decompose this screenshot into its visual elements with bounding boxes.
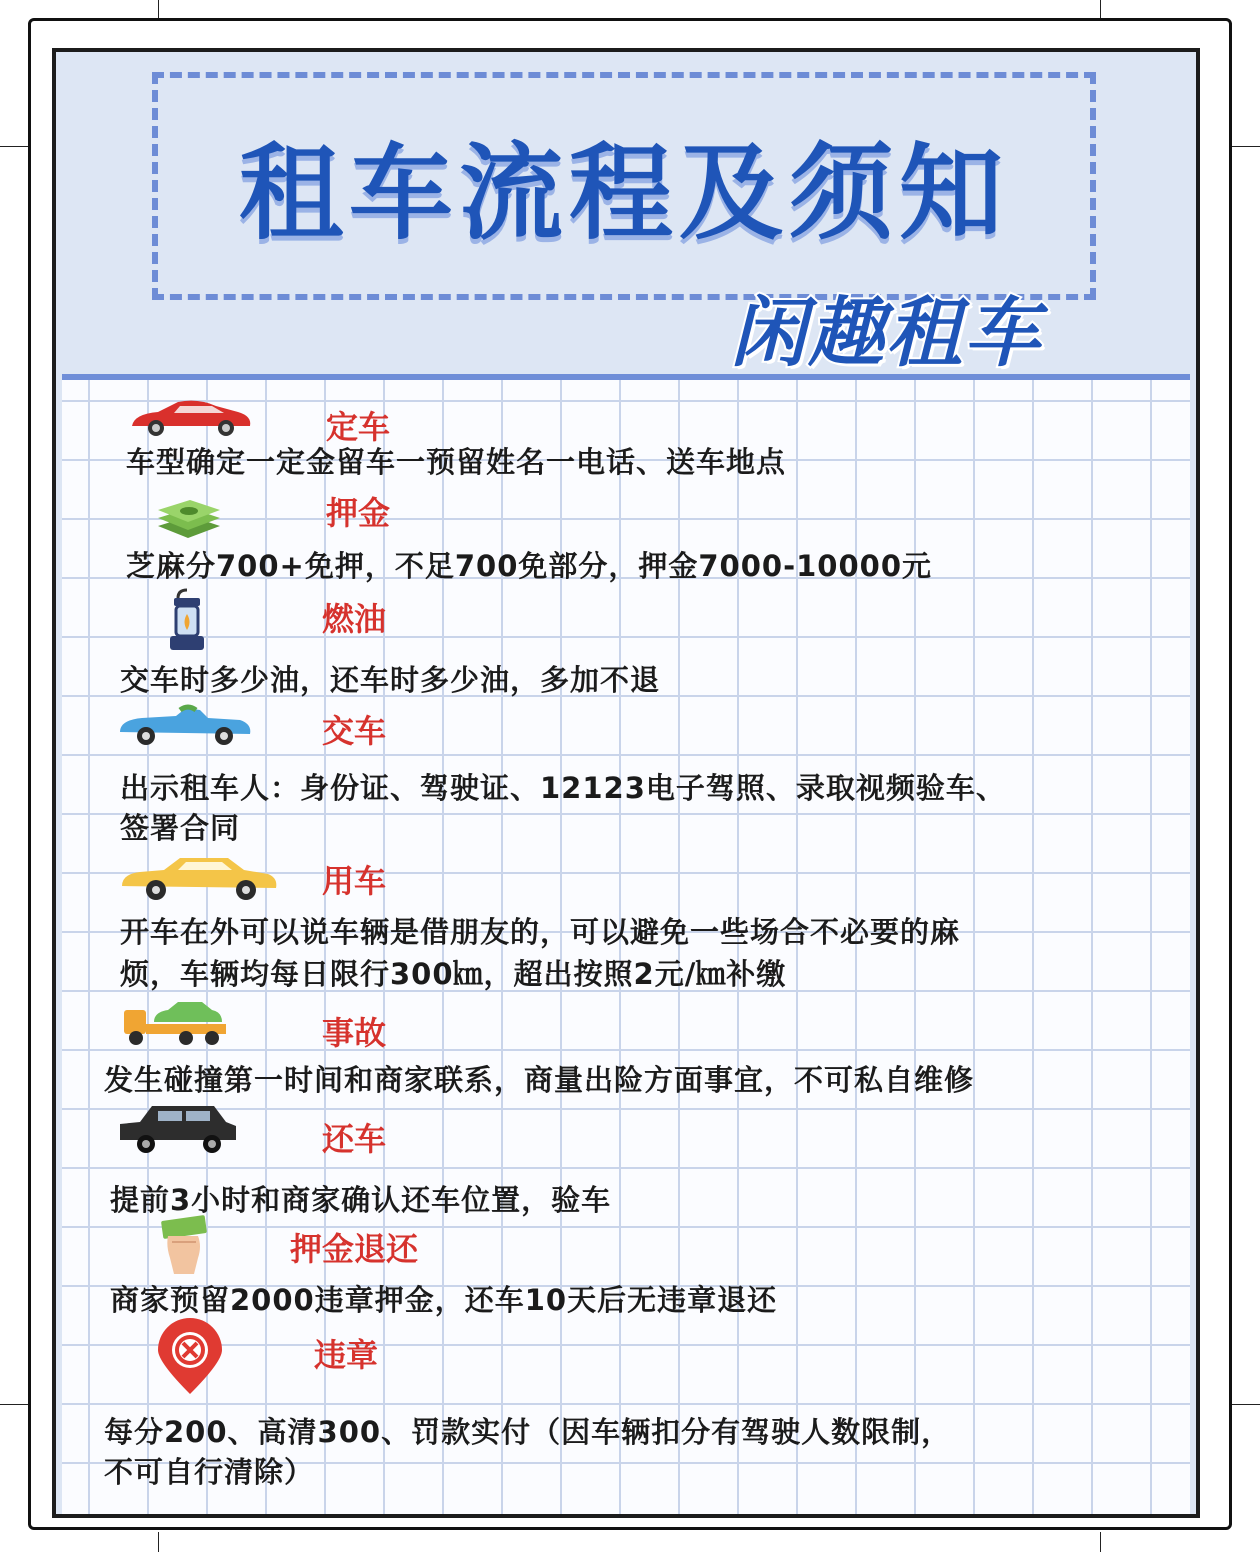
money-stack-icon: [154, 492, 224, 548]
step-title-fuel: 燃油: [322, 600, 387, 638]
step-desc-usage-line2: 烦，车辆均每日限行300㎞，超出按照2元/㎞补缴: [120, 957, 787, 991]
step-desc-accident: 发生碰撞第一时间和商家联系，商量出险方面事宜，不可私自维修: [104, 1063, 975, 1097]
step-desc-handover-line2: 签署合同: [120, 811, 241, 845]
step-desc-usage-line1: 开车在外可以说车辆是借朋友的，可以避免一些场合不必要的麻: [120, 915, 961, 949]
crop-mark: [158, 0, 159, 18]
crop-mark: [0, 146, 30, 147]
step-title-return: 还车: [322, 1120, 387, 1158]
crop-mark: [1100, 1532, 1101, 1552]
step-desc-deposit-refund: 商家预留2000违章押金，还车10天后无违章退还: [110, 1283, 778, 1317]
hand-money-icon: [158, 1214, 210, 1280]
page-title: 租车流程及须知: [238, 132, 1009, 254]
step-title-handover: 交车: [322, 712, 387, 750]
yellow-car-icon: [118, 852, 280, 906]
crop-mark: [1230, 146, 1260, 147]
title-box: [152, 72, 1096, 300]
violation-pin-icon: [154, 1318, 226, 1400]
step-desc-return: 提前3小时和商家确认还车位置，验车: [110, 1183, 612, 1217]
step-desc-violation-line1: 每分200、高清300、罚款实付（因车辆扣分有驾驶人数限制，: [104, 1415, 952, 1449]
step-desc-handover-line1: 出示租车人：身份证、驾驶证、12123电子驾照、录取视频验车、: [120, 771, 1006, 805]
brand-name: 闲趣租车: [730, 288, 1042, 377]
crop-mark: [158, 1532, 159, 1552]
step-title-deposit: 押金: [326, 494, 391, 532]
step-desc-fuel: 交车时多少油，还车时多少油，多加不退: [120, 663, 661, 697]
black-suv-icon: [116, 1102, 240, 1160]
step-title-accident: 事故: [322, 1014, 387, 1052]
blue-convertible-icon: [116, 702, 254, 754]
step-desc-booking: 车型确定一定金留车一预留姓名一电话、送车地点: [126, 445, 787, 479]
crop-mark: [1230, 1404, 1260, 1405]
step-title-usage: 用车: [322, 862, 387, 900]
crop-mark: [0, 1404, 30, 1405]
step-title-deposit-refund: 押金退还: [290, 1230, 419, 1268]
step-title-violation: 违章: [314, 1336, 379, 1374]
step-desc-violation-line2: 不可自行清除）: [104, 1455, 315, 1489]
step-title-booking: 定车: [326, 408, 391, 446]
step-desc-deposit: 芝麻分700+免押，不足700免部分，押金7000-10000元: [126, 549, 933, 583]
crop-mark: [1100, 0, 1101, 18]
red-sports-car-icon: [128, 398, 254, 442]
oil-lantern-icon: [164, 588, 210, 662]
tow-truck-icon: [122, 996, 228, 1054]
